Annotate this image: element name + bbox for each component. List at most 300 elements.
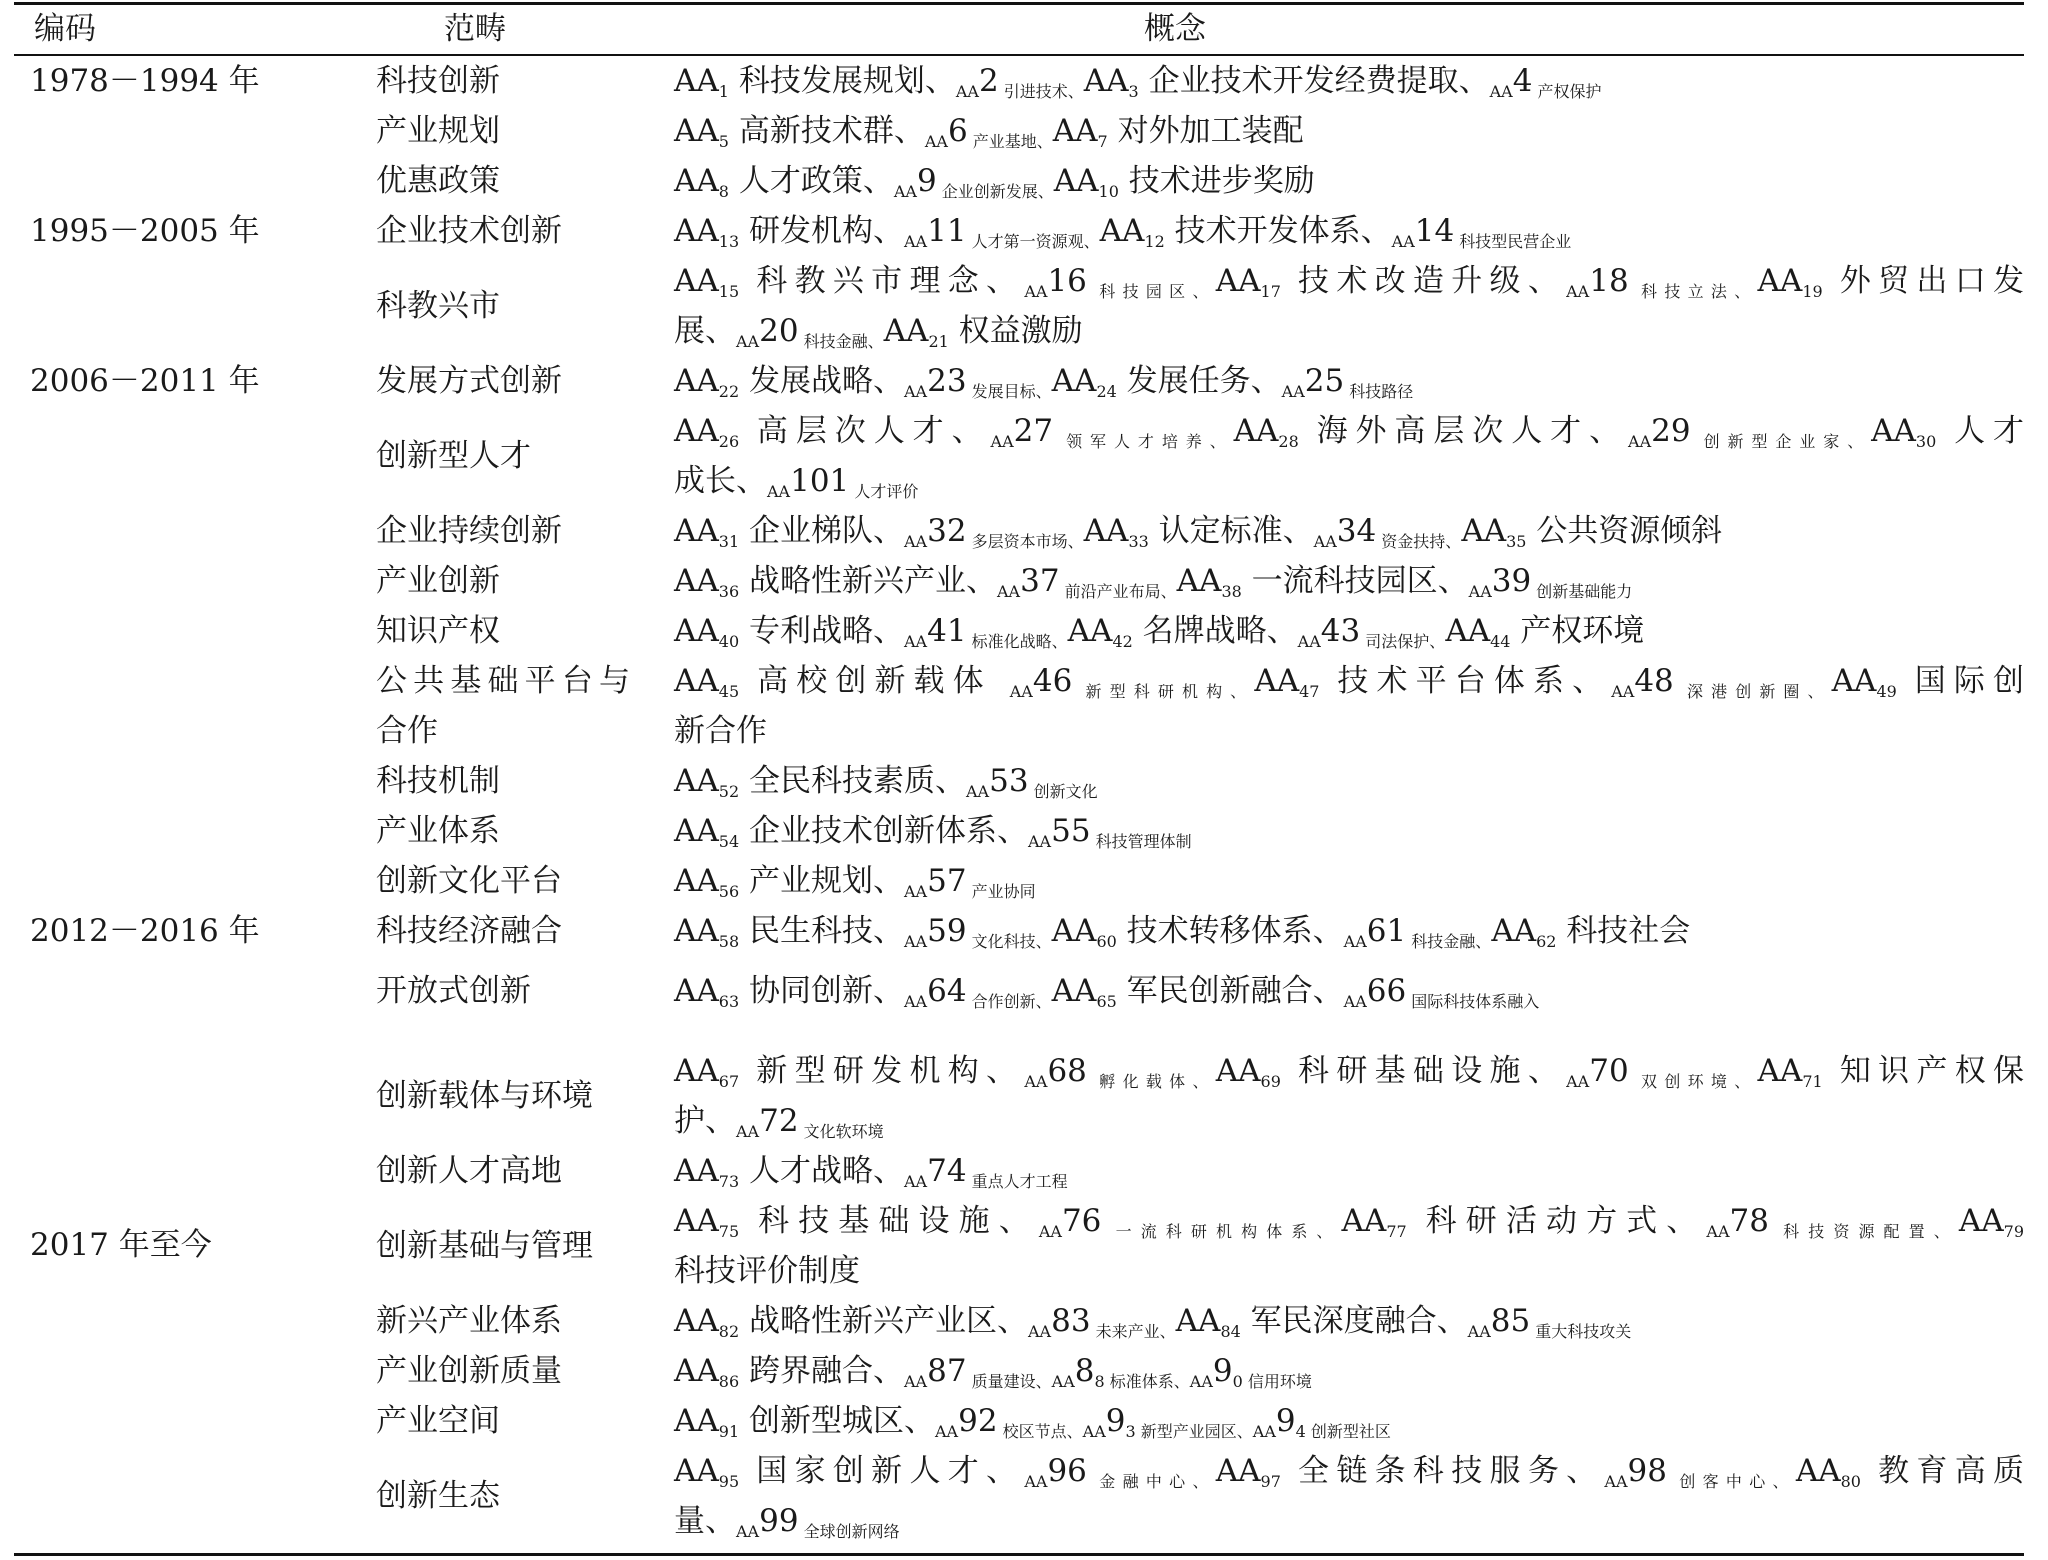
concept-subscript: 63 — [718, 992, 740, 1011]
concept-subscript: 1 — [718, 82, 729, 101]
category-line: 创新型人才 — [376, 438, 531, 474]
concept-text: 8 — [1074, 1353, 1095, 1389]
concept-subscript: 产业协同 — [966, 882, 1036, 901]
concept-text: AA — [674, 213, 719, 249]
concept-text: 6 — [947, 113, 968, 149]
concept-subscript: AA — [1024, 282, 1048, 301]
concept-subscript: AA — [1343, 992, 1367, 1011]
concept-text: 99 — [759, 1503, 799, 1539]
category-label — [376, 156, 500, 206]
concept-subscript: 3 — [1128, 82, 1139, 101]
concept-line — [674, 456, 2024, 506]
category-line: 创新文化平台 — [376, 863, 562, 899]
concept-subscript: AA — [1343, 932, 1367, 951]
concept-subscript: AA — [904, 632, 928, 651]
concept-subscript: AA — [736, 1522, 760, 1541]
concept-subscript: AA — [904, 1372, 928, 1391]
concept-subscript: 71 — [1802, 1072, 1823, 1091]
concept-subscript: 人才评价 — [849, 482, 919, 501]
concept-text: AA — [674, 163, 719, 199]
concept-text: AA — [1341, 1203, 1387, 1239]
concept-text: 研发机构、 — [739, 213, 904, 249]
concept-subscript: AA — [1024, 1472, 1048, 1491]
concept-text: 民生科技、 — [739, 913, 904, 949]
concept-subscript: 科技园区、 — [1086, 282, 1216, 301]
concept-cell — [674, 556, 2024, 606]
concept-subscript: 创新文化 — [1028, 782, 1098, 801]
category-line: 企业持续创新 — [376, 513, 562, 549]
concept-text: 85 — [1490, 1303, 1531, 1339]
concept-text: AA — [674, 1303, 719, 1339]
concept-line — [674, 306, 2024, 356]
concept-subscript: 38 — [1221, 582, 1242, 601]
concept-subscript: 新型科研机构、 — [1072, 682, 1255, 701]
concept-subscript: 35 — [1506, 532, 1527, 551]
concept-cell — [674, 906, 2024, 956]
concept-subscript: 17 — [1260, 282, 1281, 301]
concept-text: 发展战略、 — [739, 363, 904, 399]
concept-subscript: 创新型企业家、 — [1690, 432, 1872, 451]
concept-text: 96 — [1047, 1453, 1087, 1489]
concept-text: 产业规划、 — [739, 863, 904, 899]
concept-subscript: 0 信用环境 — [1232, 1372, 1312, 1391]
concept-subscript: 7 — [1097, 132, 1108, 151]
category-line: 创新生态 — [376, 1478, 500, 1514]
concept-cell — [674, 806, 2024, 856]
concept-text: AA — [1051, 913, 1097, 949]
concept-text: 高校创新载体 — [739, 663, 1010, 699]
concept-text: 34 — [1336, 513, 1377, 549]
concept-subscript: 80 — [1840, 1472, 1861, 1491]
concept-subscript: 文化软环境 — [798, 1122, 884, 1141]
concept-subscript: 45 — [718, 682, 740, 701]
concept-text: 军民创新融合、 — [1116, 973, 1344, 1009]
concept-text: 教育高质 — [1860, 1453, 2024, 1489]
concept-text: 产权环境 — [1510, 613, 1645, 649]
concept-text: 53 — [989, 763, 1029, 799]
concept-text: 78 — [1729, 1203, 1769, 1239]
concept-text: 展、 — [674, 313, 736, 349]
concept-subscript: 69 — [1260, 1072, 1281, 1091]
concept-text: 名牌战略、 — [1132, 613, 1298, 649]
concept-line — [674, 156, 2024, 206]
concept-text: 41 — [927, 613, 967, 649]
concept-subscript: 77 — [1386, 1222, 1407, 1241]
concept-text: 协同创新、 — [739, 973, 904, 1009]
concept-text: 46 — [1032, 663, 1073, 699]
concept-subscript: 5 — [718, 132, 729, 151]
concept-subscript: AA — [1028, 1322, 1052, 1341]
category-line: 合作 — [376, 713, 438, 749]
concept-text: AA — [674, 563, 719, 599]
concept-text: AA — [1795, 1453, 1841, 1489]
concept-text: 66 — [1366, 973, 1407, 1009]
concept-line — [674, 1496, 2024, 1546]
concept-text: 18 — [1589, 263, 1629, 299]
concept-text: AA — [674, 1403, 719, 1439]
concept-subscript: 10 — [1098, 182, 1119, 201]
concept-subscript: AA — [1628, 432, 1652, 451]
concept-cell — [674, 1396, 2024, 1446]
concept-text: 专利战略、 — [739, 613, 904, 649]
category-label — [376, 56, 500, 106]
concept-subscript: 30 — [1915, 432, 1937, 451]
category-line: 知识产权 — [376, 613, 500, 649]
concept-text: 9 — [1212, 1353, 1233, 1389]
concept-text: 16 — [1047, 263, 1087, 299]
concept-subscript: 重大科技攻关 — [1530, 1322, 1632, 1341]
concept-subscript: 科技资源配置、 — [1768, 1222, 1959, 1241]
concept-subscript: 40 — [718, 632, 740, 651]
concept-line — [674, 1046, 2024, 1096]
concept-cell — [674, 156, 2024, 206]
concept-text: 发展任务、 — [1116, 363, 1282, 399]
category-line: 科技机制 — [376, 763, 500, 799]
period-label: 2006－2011 年 — [30, 363, 260, 399]
category-line: 发展方式创新 — [376, 363, 562, 399]
concept-text: 技术改造升级、 — [1280, 263, 1567, 299]
concept-cell — [674, 606, 2024, 656]
concept-text: AA — [1175, 1303, 1221, 1339]
concept-text: AA — [1215, 263, 1261, 299]
concept-subscript: 82 — [718, 1322, 740, 1341]
concept-text: 68 — [1047, 1053, 1087, 1089]
concept-text: AA — [674, 663, 719, 699]
concept-text: 技术平台体系、 — [1319, 663, 1612, 699]
concept-text: 25 — [1304, 363, 1345, 399]
concept-cell — [674, 1346, 2024, 1396]
concept-subscript: AA — [935, 1422, 959, 1441]
concept-text: 57 — [927, 863, 967, 899]
concept-subscript: AA — [1706, 1222, 1730, 1241]
category-line: 科技创新 — [376, 63, 500, 99]
concept-subscript: 全球创新网络 — [798, 1522, 900, 1541]
concept-subscript: AA — [904, 992, 928, 1011]
concept-text: 技术开发体系、 — [1164, 213, 1392, 249]
concept-text: 新合作 — [674, 713, 767, 749]
concept-text: 量、 — [674, 1503, 736, 1539]
concept-subscript: 文化科技、 — [966, 932, 1052, 951]
category-line: 科教兴市 — [376, 288, 500, 324]
concept-text: 成长、 — [674, 463, 767, 499]
concept-text: AA — [1067, 613, 1113, 649]
category-label — [376, 356, 562, 406]
concept-text: AA — [674, 973, 719, 1009]
concept-line — [674, 606, 2024, 656]
category-label — [376, 1296, 562, 1346]
concept-text: AA — [674, 763, 719, 799]
concept-subscript: AA — [904, 882, 928, 901]
concept-subscript: 95 — [718, 1472, 740, 1491]
concept-subscript: 42 — [1112, 632, 1133, 651]
concept-subscript: AA — [997, 582, 1021, 601]
concept-text: AA — [1215, 1453, 1261, 1489]
concept-text: AA — [674, 113, 719, 149]
concept-subscript: 73 — [718, 1172, 740, 1191]
header-concept: 概念 — [1144, 11, 1206, 47]
concept-text: AA — [1083, 63, 1129, 99]
concept-subscript: 47 — [1299, 682, 1320, 701]
concept-subscript: 79 — [2003, 1222, 2025, 1241]
concept-subscript: 33 — [1128, 532, 1149, 551]
concept-line — [674, 1446, 2024, 1496]
concept-subscript: 科技金融、 — [798, 332, 884, 351]
concept-text: 科技基础设施、 — [739, 1203, 1039, 1239]
concept-line — [674, 406, 2024, 456]
concept-text: AA — [1052, 113, 1098, 149]
period-label: 1995－2005 年 — [30, 213, 260, 249]
concept-text: AA — [674, 1453, 719, 1489]
concept-text: AA — [1445, 613, 1491, 649]
header-code: 编码 — [34, 11, 96, 47]
category-line: 产业体系 — [376, 813, 500, 849]
concept-cell — [674, 1146, 2024, 1196]
concept-line — [674, 256, 2024, 306]
concept-subscript: 8 标准体系、AA — [1094, 1372, 1213, 1391]
concept-text: 74 — [927, 1153, 967, 1189]
category-label — [376, 1071, 593, 1121]
concept-subscript: 31 — [718, 532, 740, 551]
concept-subscript: 44 — [1490, 632, 1511, 651]
concept-cell — [674, 56, 2024, 106]
concept-cell — [674, 1196, 2024, 1296]
concept-text: 55 — [1051, 813, 1091, 849]
concept-cell — [674, 856, 2024, 906]
concept-subscript: 12 — [1144, 232, 1165, 251]
concept-subscript: 国际科技体系融入 — [1406, 992, 1540, 1011]
concept-line — [674, 1396, 2024, 1446]
concept-text: 战略性新兴产业区、 — [739, 1303, 1028, 1339]
concept-subscript: 深港创新圈、 — [1673, 682, 1832, 701]
concept-subscript: 人才第一资源观、 — [966, 232, 1100, 251]
concept-line — [674, 966, 2024, 1016]
concept-text: 对外加工装配 — [1107, 113, 1304, 149]
category-label — [376, 206, 562, 256]
concept-subscript: 孵化载体、 — [1086, 1072, 1216, 1091]
concept-subscript: AA — [1566, 1072, 1590, 1091]
concept-cell — [674, 406, 2024, 506]
concept-subscript: 司法保护、 — [1360, 632, 1446, 651]
category-line: 产业规划 — [376, 113, 500, 149]
concept-subscript: 科技立法、 — [1628, 282, 1758, 301]
concept-subscript: 产权保护 — [1532, 82, 1602, 101]
concept-text: AA — [674, 1203, 719, 1239]
concept-text: AA — [1233, 413, 1279, 449]
concept-text: 人才政策、 — [728, 163, 894, 199]
concept-text: AA — [1176, 563, 1222, 599]
concept-cell — [674, 506, 2024, 556]
category-label — [376, 281, 500, 331]
concept-subscript: AA — [893, 182, 917, 201]
concept-text: AA — [1491, 913, 1537, 949]
concept-text: 企业技术创新体系、 — [739, 813, 1028, 849]
concept-line — [674, 706, 2024, 756]
category-label — [376, 606, 500, 656]
concept-subscript: AA — [904, 1172, 928, 1191]
concept-subscript: 科技管理体制 — [1090, 832, 1192, 851]
concept-text: 27 — [1013, 413, 1054, 449]
concept-subscript: 科技金融、 — [1406, 932, 1492, 951]
concept-subscript: AA — [1009, 682, 1033, 701]
concept-text: 全链条科技服务、 — [1280, 1453, 1605, 1489]
concept-cell — [674, 1446, 2024, 1546]
concept-cell — [674, 1046, 2024, 1146]
concept-text: AA — [674, 1353, 719, 1389]
concept-subscript: AA — [904, 232, 928, 251]
concept-subscript: 65 — [1096, 992, 1117, 1011]
concept-text: 护、 — [674, 1103, 736, 1139]
concept-subscript: 资金扶持、 — [1376, 532, 1462, 551]
concept-text: AA — [674, 263, 719, 299]
concept-text: 64 — [927, 973, 967, 1009]
category-label — [376, 1396, 500, 1446]
concept-text: AA — [1958, 1203, 2004, 1239]
concept-subscript: 4 创新型社区 — [1295, 1422, 1391, 1441]
concept-subscript: AA — [1391, 232, 1415, 251]
category-line: 企业技术创新 — [376, 213, 562, 249]
concept-text: 9 — [1275, 1403, 1296, 1439]
concept-line — [674, 1346, 2024, 1396]
concept-subscript: 企业创新发展、 — [936, 182, 1054, 201]
table-top-rule — [14, 2, 2024, 5]
concept-text: 全民科技素质、 — [739, 763, 966, 799]
concept-text: AA — [1757, 263, 1803, 299]
concept-subscript: AA — [1468, 582, 1492, 601]
concept-subscript: 49 — [1876, 682, 1897, 701]
concept-text: 76 — [1061, 1203, 1102, 1239]
table-bottom-rule — [14, 1553, 2024, 1556]
concept-line — [674, 1246, 2024, 1296]
concept-text: 83 — [1051, 1303, 1091, 1339]
period-label: 1978－1994 年 — [30, 63, 260, 99]
concept-text: 2 — [978, 63, 999, 99]
concept-subscript: AA — [1313, 532, 1337, 551]
concept-subscript: AA — [1028, 832, 1052, 851]
concept-text: AA — [674, 613, 719, 649]
concept-line — [674, 106, 2024, 156]
concept-cell — [674, 966, 2024, 1016]
concept-line — [674, 56, 2024, 106]
concept-text: AA — [1871, 413, 1916, 449]
concept-subscript: 创新基础能力 — [1531, 582, 1633, 601]
concept-subscript: 67 — [718, 1072, 740, 1091]
concept-text: 人才 — [1936, 413, 2024, 449]
concept-subscript: AA — [736, 1122, 760, 1141]
concept-subscript: 62 — [1536, 932, 1557, 951]
concept-subscript: AA — [1297, 632, 1321, 651]
concept-text: 23 — [927, 363, 967, 399]
concept-line — [674, 1096, 2024, 1146]
concept-subscript: 一流科研机构体系、 — [1101, 1222, 1342, 1241]
concept-text: 61 — [1366, 913, 1407, 949]
concept-text: AA — [1254, 663, 1300, 699]
concept-subscript: 校区节点、AA — [997, 1422, 1106, 1441]
concept-subscript: 28 — [1278, 432, 1299, 451]
category-line: 公共基础平台与 — [376, 663, 630, 699]
concept-text: AA — [1099, 213, 1145, 249]
concept-text: AA — [1083, 513, 1129, 549]
concept-text: 11 — [927, 213, 967, 249]
category-label — [376, 966, 531, 1016]
concept-subscript: 13 — [718, 232, 740, 251]
concept-line — [674, 1146, 2024, 1196]
concept-subscript: 60 — [1096, 932, 1117, 951]
category-label — [376, 856, 562, 906]
concept-text: 高新技术群、 — [728, 113, 925, 149]
concept-line — [674, 1296, 2024, 1346]
concept-subscript: 21 — [928, 332, 949, 351]
concept-subscript: 引进技术、 — [998, 82, 1084, 101]
concept-text: AA — [1757, 1053, 1803, 1089]
concept-line — [674, 206, 2024, 256]
concept-subscript: AA — [1467, 1322, 1491, 1341]
concept-text: 科技社会 — [1556, 913, 1691, 949]
concept-subscript: 多层资本市场、 — [966, 532, 1084, 551]
concept-subscript: 重点人才工程 — [966, 1172, 1068, 1191]
concept-subscript: 91 — [718, 1422, 740, 1441]
concept-line — [674, 756, 2024, 806]
concept-text: 37 — [1020, 563, 1060, 599]
category-line: 创新基础与管理 — [376, 1228, 593, 1264]
concept-line — [674, 506, 2024, 556]
concept-text: AA — [1215, 1053, 1261, 1089]
concept-subscript: 58 — [718, 932, 740, 951]
concept-subscript: AA — [1566, 282, 1590, 301]
category-line: 开放式创新 — [376, 973, 531, 1009]
concept-text: 新型研发机构、 — [739, 1053, 1025, 1089]
concept-cell — [674, 106, 2024, 156]
period-label: 2012－2016 年 — [30, 913, 260, 949]
concept-text: AA — [1461, 513, 1507, 549]
concept-subscript: 标准化战略、 — [966, 632, 1068, 651]
concept-text: 43 — [1320, 613, 1361, 649]
concept-subscript: 26 — [718, 432, 740, 451]
concept-text: 20 — [759, 313, 799, 349]
concept-subscript: AA — [1489, 82, 1513, 101]
concept-text: 人才战略、 — [739, 1153, 904, 1189]
concept-cell — [674, 1296, 2024, 1346]
concept-text: 外贸出口发 — [1822, 263, 2024, 299]
concept-text: 9 — [916, 163, 937, 199]
concept-subscript: 双创环境、 — [1628, 1072, 1758, 1091]
category-line: 产业空间 — [376, 1403, 500, 1439]
concept-text: 企业技术开发经费提取、 — [1138, 63, 1490, 99]
concept-text: 4 — [1512, 63, 1533, 99]
concept-subscript: 产业基地、 — [967, 132, 1053, 151]
concept-text: 98 — [1627, 1453, 1667, 1489]
concept-cell — [674, 356, 2024, 406]
concept-text: AA — [883, 313, 929, 349]
concept-text: 39 — [1491, 563, 1532, 599]
concept-subscript: 领军人才培养、 — [1053, 432, 1234, 451]
concept-text: 科技评价制度 — [674, 1253, 860, 1289]
concept-text: 军民深度融合、 — [1240, 1303, 1468, 1339]
concept-text: AA — [674, 1153, 719, 1189]
concept-text: 高层次人才、 — [739, 413, 991, 449]
concept-text: AA — [674, 63, 719, 99]
category-label — [376, 656, 630, 756]
concept-cell — [674, 656, 2024, 756]
concept-subscript: AA — [1281, 382, 1305, 401]
concept-text: 70 — [1589, 1053, 1629, 1089]
category-label — [376, 1346, 562, 1396]
concept-subscript: 54 — [718, 832, 740, 851]
concept-cell — [674, 756, 2024, 806]
concept-subscript: 前沿产业布局、 — [1059, 582, 1177, 601]
concept-line — [674, 556, 2024, 606]
category-line: 产业创新 — [376, 563, 500, 599]
concept-subscript: 36 — [718, 582, 740, 601]
